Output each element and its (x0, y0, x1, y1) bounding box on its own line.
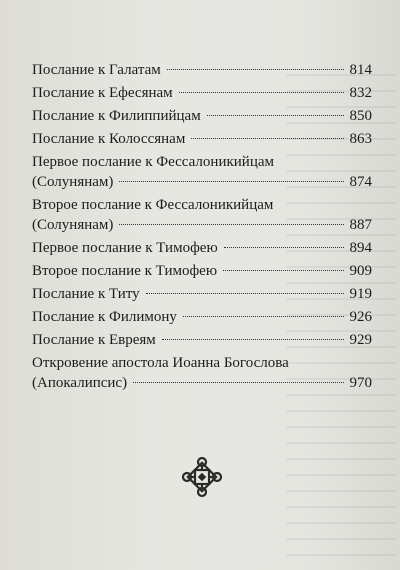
toc-entry-title: Послание к Евреям (32, 332, 156, 348)
toc-entry (32, 106, 372, 126)
toc-entry-page-number: 926 (349, 309, 372, 325)
toc-entry (32, 330, 372, 350)
dot-leader (191, 138, 344, 139)
toc-entry-title: Второе послание к Фессалоникийцам (32, 197, 274, 213)
dot-leader (119, 181, 344, 182)
toc-entry-line (32, 307, 372, 327)
toc-entry-line (32, 284, 372, 304)
toc-entry-page-number: 919 (349, 286, 372, 302)
dot-leader (207, 115, 344, 116)
dot-leader (133, 382, 344, 383)
toc-entry-title: Послание к Галатам (32, 62, 161, 78)
toc-entry-line (32, 238, 372, 258)
toc-entry (32, 129, 372, 149)
toc-entry-line (32, 215, 372, 235)
toc-entry-line (32, 373, 372, 393)
toc-entry (32, 284, 372, 304)
toc-entry-title: Послание к Филиппийцам (32, 108, 201, 124)
toc-entry (32, 60, 372, 80)
toc-entry (32, 83, 372, 103)
toc-entry-line (32, 330, 372, 350)
toc-entry-continuation: (Солунянам) (32, 217, 114, 233)
table-of-contents (32, 60, 372, 396)
toc-entry-line (32, 172, 372, 192)
dot-leader (146, 293, 344, 294)
toc-entry (32, 261, 372, 281)
toc-entry (32, 238, 372, 258)
toc-entry-line (32, 60, 372, 80)
toc-entry-line (32, 106, 372, 126)
toc-entry-title: Первое послание к Тимофею (32, 240, 218, 256)
dot-leader (167, 69, 344, 70)
dot-leader (119, 224, 344, 225)
toc-entry-page-number: 909 (349, 263, 372, 279)
toc-entry-title: Послание к Титу (32, 286, 140, 302)
toc-entry-page-number: 970 (349, 375, 372, 391)
knot-ornament-icon (180, 455, 224, 499)
toc-entry-page-number: 814 (349, 62, 372, 78)
toc-entry (32, 152, 372, 192)
toc-entry-page-number: 832 (349, 85, 372, 101)
dot-leader (162, 339, 344, 340)
dot-leader (179, 92, 344, 93)
toc-entry-page-number: 887 (349, 217, 372, 233)
toc-entry-page-number: 850 (349, 108, 372, 124)
dot-leader (223, 270, 344, 271)
toc-entry (32, 195, 372, 235)
toc-entry-line (32, 83, 372, 103)
toc-entry-title: Первое послание к Фессалоникийцам (32, 154, 274, 170)
toc-entry-title: Послание к Ефесянам (32, 85, 173, 101)
toc-entry-continuation: (Апокалипсис) (32, 375, 128, 391)
dot-leader (183, 316, 344, 317)
toc-entry-page-number: 874 (349, 174, 372, 190)
toc-entry (32, 307, 372, 327)
toc-entry-page-number: 863 (349, 131, 372, 147)
toc-entry-title: Послание к Филимону (32, 309, 177, 325)
toc-entry-continuation: (Солунянам) (32, 174, 114, 190)
toc-entry-title: Второе послание к Тимофею (32, 263, 218, 279)
toc-entry-page-number: 894 (349, 240, 372, 256)
toc-entry (32, 353, 372, 393)
dot-leader (224, 247, 344, 248)
toc-entry-line (32, 129, 372, 149)
toc-entry-title: Послание к Колоссянам (32, 131, 186, 147)
toc-entry-title: Откровение апостола Иоанна Богослова (32, 355, 289, 371)
toc-entry-line (32, 261, 372, 281)
toc-entry-page-number: 929 (349, 332, 372, 348)
